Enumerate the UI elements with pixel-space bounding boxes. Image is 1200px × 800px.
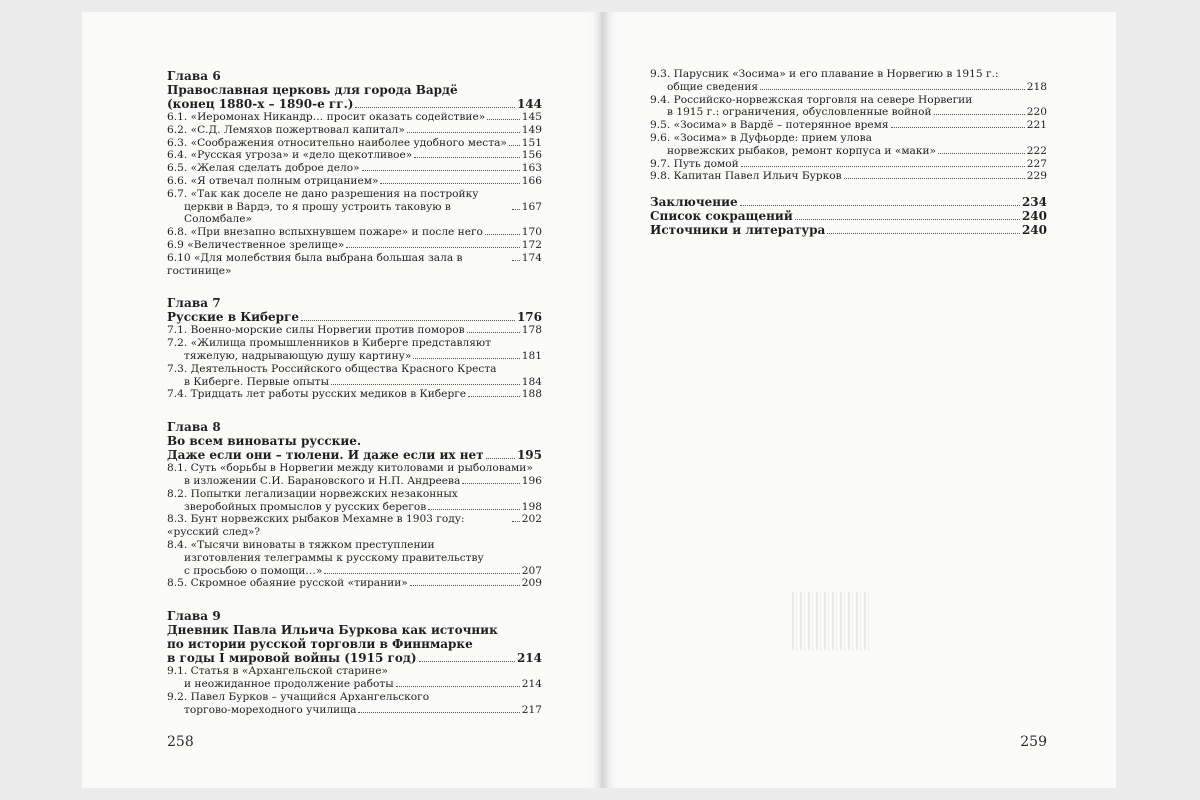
toc-entry-last-line	[650, 170, 1047, 183]
toc-entry-last-line	[167, 577, 542, 590]
dot-leader	[419, 661, 515, 662]
toc-entry-title: норвежских рыбаков, ремонт корпуса и «маки»	[667, 144, 937, 157]
toc-entry-last-line	[167, 252, 542, 278]
chapter-section	[167, 69, 542, 277]
toc-entry	[167, 691, 542, 717]
toc-entry	[650, 68, 1047, 94]
toc-entry-page: 172	[521, 238, 542, 251]
toc-entry-page: 214	[521, 677, 542, 690]
toc-entry-last-line	[167, 201, 542, 227]
dot-leader	[396, 686, 520, 687]
toc-entry-last-line	[167, 376, 542, 389]
toc-entry-title: церкви в Вардэ, то я прошу устроить таковую в Соломбале»	[184, 200, 451, 226]
toc-entry	[650, 132, 1047, 158]
toc-entry-last-line	[167, 388, 542, 401]
toc-entry-last-line	[167, 678, 542, 691]
toc-entry-text-line: 8.2. Попытки легализации норвежских незаконных	[167, 487, 458, 500]
dot-leader	[487, 119, 520, 120]
toc-entry	[167, 175, 542, 188]
dot-leader	[410, 585, 520, 586]
dot-leader	[938, 153, 1025, 154]
dot-leader	[346, 247, 520, 248]
toc-entry	[167, 488, 542, 514]
chapter-heading-line: Дневник Павла Ильича Буркова как источник	[167, 623, 498, 638]
toc-entry-last-line	[650, 106, 1047, 119]
toc-entry-page: 166	[521, 174, 542, 187]
toc-entry-page: 184	[521, 375, 542, 388]
back-matter-line	[650, 209, 1047, 223]
toc-entry-last-line	[650, 158, 1047, 171]
toc-entry-page: 156	[521, 149, 542, 162]
toc-entry-last-line	[167, 475, 542, 488]
dot-leader	[331, 384, 520, 385]
toc-entry-text-line: 6.7. «Так как доселе не дано разрешения на постройку	[167, 187, 479, 200]
toc-entry-page: 221	[1026, 119, 1047, 132]
back-matter-page: 240	[1021, 223, 1047, 238]
toc-entry	[167, 188, 542, 226]
left-page	[82, 12, 602, 788]
back-matter-line	[650, 195, 1047, 209]
toc-entry-text-line: 9.3. Парусник «Зосима» и его плавание в Норвегию в 1915 г.:	[650, 68, 999, 80]
toc-entry-last-line	[167, 111, 542, 124]
dot-leader	[358, 712, 519, 713]
dot-leader	[509, 145, 520, 146]
toc-entry-title: 7.1. Военно-морские силы Норвегии против поморов	[167, 324, 465, 337]
toc-entry-text-line: 9.6. «Зосима» в Дуфьорде: прием улова	[650, 131, 872, 144]
dot-leader	[324, 573, 519, 574]
toc-entry-title: 9.7. Путь домой	[650, 157, 739, 170]
toc-entry-page: 217	[521, 703, 542, 716]
toc-entry-title: зверобойных промыслов у русских берегов	[184, 500, 427, 513]
chapter-section	[167, 609, 542, 716]
page-number-right: 259	[1020, 734, 1047, 750]
toc-entry-page: 207	[521, 564, 542, 577]
toc-entry-text-line: 7.3. Деятельность Российского общества Красного Креста	[167, 362, 497, 375]
toc-entry-last-line	[167, 149, 542, 162]
chapter-heading	[167, 310, 542, 324]
dot-leader	[760, 89, 1025, 90]
toc-entry-page: 174	[521, 251, 542, 264]
dot-leader	[512, 260, 520, 261]
section-spacer	[650, 183, 1047, 195]
toc-entry-title: 8.5. Скромное обаяние русской «тирании»	[167, 577, 408, 590]
toc-entry	[167, 239, 542, 252]
chapter-heading	[167, 434, 542, 462]
toc-entry-page: 149	[521, 123, 542, 136]
toc-entry-text-line: 8.1. Суть «борьбы в Норвегии между китоловами и рыболовами»	[167, 462, 533, 475]
back-matter-page: 240	[1021, 209, 1047, 224]
toc-entry	[167, 252, 542, 278]
toc-entry-page: 202	[521, 513, 542, 526]
toc-entry-last-line	[167, 239, 542, 252]
toc-entry-title: 7.4. Тридцать лет работы русских медиков в Киберге	[167, 388, 467, 401]
toc-entry	[650, 94, 1047, 120]
chapter-heading-line: Во всем виноваты русские.	[167, 434, 362, 449]
back-matter-entry	[650, 223, 1047, 237]
toc-entry	[167, 124, 542, 137]
back-matter-line	[650, 223, 1047, 237]
toc-left-column	[167, 69, 542, 735]
dot-leader	[512, 521, 520, 522]
dot-leader	[795, 219, 1020, 220]
dot-leader	[827, 233, 1020, 234]
toc-entry	[167, 513, 542, 539]
dot-leader	[485, 234, 520, 235]
toc-entry-last-line	[167, 137, 542, 150]
toc-entry-title: 6.8. «При внезапно вспыхнувшем пожаре» и после него	[167, 226, 483, 239]
toc-entry-page: 196	[521, 474, 542, 487]
dot-leader	[380, 183, 519, 184]
show-through-barcode	[792, 592, 872, 650]
toc-entry-last-line	[167, 513, 542, 539]
toc-entry-text-line: 7.2. «Жилища промышленников в Киберге представляют	[167, 337, 492, 350]
toc-entry-page: 198	[521, 500, 542, 513]
toc-entry-title: тяжелую, надрывающую душу картину»	[184, 349, 412, 362]
back-matter-entry	[650, 195, 1047, 209]
toc-entry-title: в Киберге. Первые опыты	[184, 375, 330, 388]
toc-entry-title: 6.3. «Соображения относительно наиболее удобного места»	[167, 136, 507, 149]
toc-entry-page: 167	[521, 200, 542, 213]
toc-entry	[167, 162, 542, 175]
toc-entry-text-line: 9.2. Павел Бурков – учащийся Архангельского	[167, 690, 430, 703]
toc-entry-title: 9.5. «Зосима» в Вардё – потерянное время	[650, 119, 889, 132]
toc-entry-text-line: 9.4. Российско-норвежская торговля на севере Норвегии	[650, 93, 973, 106]
dot-leader	[891, 127, 1025, 128]
chapter-label: Глава 9	[167, 609, 221, 624]
toc-entry-title: 6.4. «Русская угроза» и «дело щекотливое»	[167, 149, 413, 162]
toc-right-column	[650, 68, 1047, 237]
toc-entry	[167, 137, 542, 150]
toc-entry-title: 6.9 «Величественное зрелище»	[167, 238, 345, 251]
toc-entry	[167, 665, 542, 691]
toc-entry-title: 6.10 «Для молебствия была выбрана большая зала в гостинице»	[167, 251, 463, 277]
toc-entry-text-line: 8.4. «Тысячи виноваты в тяжком преступлении	[167, 538, 435, 551]
toc-entry-page: 229	[1026, 170, 1047, 183]
dot-leader	[934, 114, 1025, 115]
back-matter-entry	[650, 209, 1047, 223]
dot-leader	[428, 509, 520, 510]
dot-leader	[741, 166, 1025, 167]
toc-entry-page: 181	[521, 349, 542, 362]
toc-entry-last-line	[167, 324, 542, 337]
chapter-heading	[167, 83, 542, 111]
dot-leader	[462, 483, 519, 484]
dot-leader	[740, 205, 1020, 206]
toc-entry	[167, 324, 542, 337]
toc-entry-last-line	[167, 704, 542, 717]
toc-entry	[167, 462, 542, 488]
chapter-heading-line: по истории русской торговли в Финнмарке	[167, 637, 473, 652]
toc-entry-title: 9.8. Капитан Павел Ильич Бурков	[650, 170, 842, 183]
toc-entry-title: 6.5. «Желая сделать доброе дело»	[167, 162, 360, 175]
toc-entry-last-line	[650, 81, 1047, 94]
toc-entry-page: 220	[1026, 106, 1047, 119]
toc-entry	[167, 111, 542, 124]
toc-entry-title: торгово-мореходного училища	[184, 703, 357, 716]
chapter-heading-page: 176	[516, 310, 542, 325]
chapter-heading-last-line	[167, 651, 542, 665]
toc-entry	[167, 539, 542, 577]
toc-entry	[167, 149, 542, 162]
dot-leader	[407, 132, 520, 133]
chapter-heading-page: 195	[516, 448, 542, 463]
chapter-heading-last-line	[167, 448, 542, 462]
chapter-label: Глава 7	[167, 296, 221, 311]
toc-entry-last-line	[650, 119, 1047, 132]
toc-entry	[167, 388, 542, 401]
toc-entry	[167, 337, 542, 363]
chapter-heading-title: в годы I мировой войны (1915 год)	[167, 651, 417, 666]
chapter-section	[167, 420, 542, 590]
toc-entry-title: 8.3. Бунт норвежских рыбаков Мехамне в 1903 году: «русский след»?	[167, 513, 465, 539]
right-page	[604, 12, 1116, 788]
back-matter-title: Источники и литература	[650, 223, 826, 238]
toc-entry-last-line	[167, 501, 542, 514]
dot-leader	[486, 458, 515, 459]
toc-entry-last-line	[167, 124, 542, 137]
toc-entry	[650, 170, 1047, 183]
chapter-section	[167, 296, 542, 401]
chapter-label: Глава 8	[167, 420, 221, 435]
toc-entry-page: 188	[521, 388, 542, 401]
dot-leader	[301, 320, 515, 321]
toc-entry-last-line	[167, 350, 542, 363]
dot-leader	[413, 358, 519, 359]
toc-entry	[650, 119, 1047, 132]
toc-entry-page: 145	[521, 111, 542, 123]
toc-entry-last-line	[167, 162, 542, 175]
toc-entry	[167, 226, 542, 239]
page-number-left: 258	[167, 734, 194, 750]
toc-entry-title: 6.1. «Иеромонах Никандр… просит оказать содействие»	[167, 111, 486, 123]
back-matter-page: 234	[1021, 195, 1047, 210]
toc-entry	[167, 363, 542, 389]
chapter-label: Глава 6	[167, 69, 221, 83]
toc-entry	[167, 577, 542, 590]
chapter-heading-last-line	[167, 310, 542, 324]
toc-entry-page: 151	[521, 136, 542, 149]
toc-entry-page: 178	[521, 324, 542, 337]
chapter-heading-page: 144	[516, 97, 542, 111]
dot-leader	[468, 396, 520, 397]
toc-entry-page: 227	[1026, 157, 1047, 170]
back-matter-title: Заключение	[650, 195, 738, 210]
chapter-heading-title: (конец 1880-х – 1890-е гг.)	[167, 97, 354, 111]
chapter-heading-last-line	[167, 97, 542, 111]
toc-entry-text-line: 9.1. Статья в «Архангельской старине»	[167, 665, 388, 678]
toc-entry	[650, 158, 1047, 171]
toc-entry-last-line	[167, 226, 542, 239]
chapter-heading-title: Даже если они – тюлени. И даже если их нет	[167, 448, 484, 463]
dot-leader	[355, 107, 514, 108]
toc-entry-title: в изложении С.И. Барановского и Н.П. Андреева	[184, 474, 461, 487]
toc-entry-title: с просьбою о помощи…»	[184, 564, 323, 577]
toc-entry-page: 163	[521, 162, 542, 175]
toc-entry-page: 218	[1026, 80, 1047, 93]
chapter-heading-title: Русские в Киберге	[167, 310, 300, 325]
toc-entry-page: 209	[521, 577, 542, 590]
toc-entry-page: 222	[1026, 144, 1047, 157]
chapter-heading	[167, 623, 542, 665]
chapter-heading-line: Православная церковь для города Вардё	[167, 83, 458, 97]
toc-entry-title: 6.2. «С.Д. Лемяхов пожертвовал капитал»	[167, 123, 405, 136]
dot-leader	[512, 209, 520, 210]
dot-leader	[467, 332, 520, 333]
toc-entry-text-line: изготовления телеграммы к русскому правительству	[184, 551, 484, 564]
dot-leader	[362, 170, 520, 171]
dot-leader	[414, 157, 520, 158]
toc-entry-last-line	[167, 175, 542, 188]
toc-entry-title: общие сведения	[667, 80, 759, 93]
toc-entry-last-line	[650, 145, 1047, 158]
toc-entry-title: 6.6. «Я отвечал полным отрицанием»	[167, 174, 379, 187]
chapter-heading-page: 214	[516, 651, 542, 666]
back-matter-title: Список сокращений	[650, 209, 793, 224]
toc-entry-title: в 1915 г.: ограничения, обусловленные войной	[667, 106, 932, 119]
toc-entry-page: 170	[521, 226, 542, 239]
toc-entry-title: и неожиданное продолжение работы	[184, 677, 394, 690]
toc-entry-last-line	[167, 565, 542, 578]
dot-leader	[844, 178, 1025, 179]
